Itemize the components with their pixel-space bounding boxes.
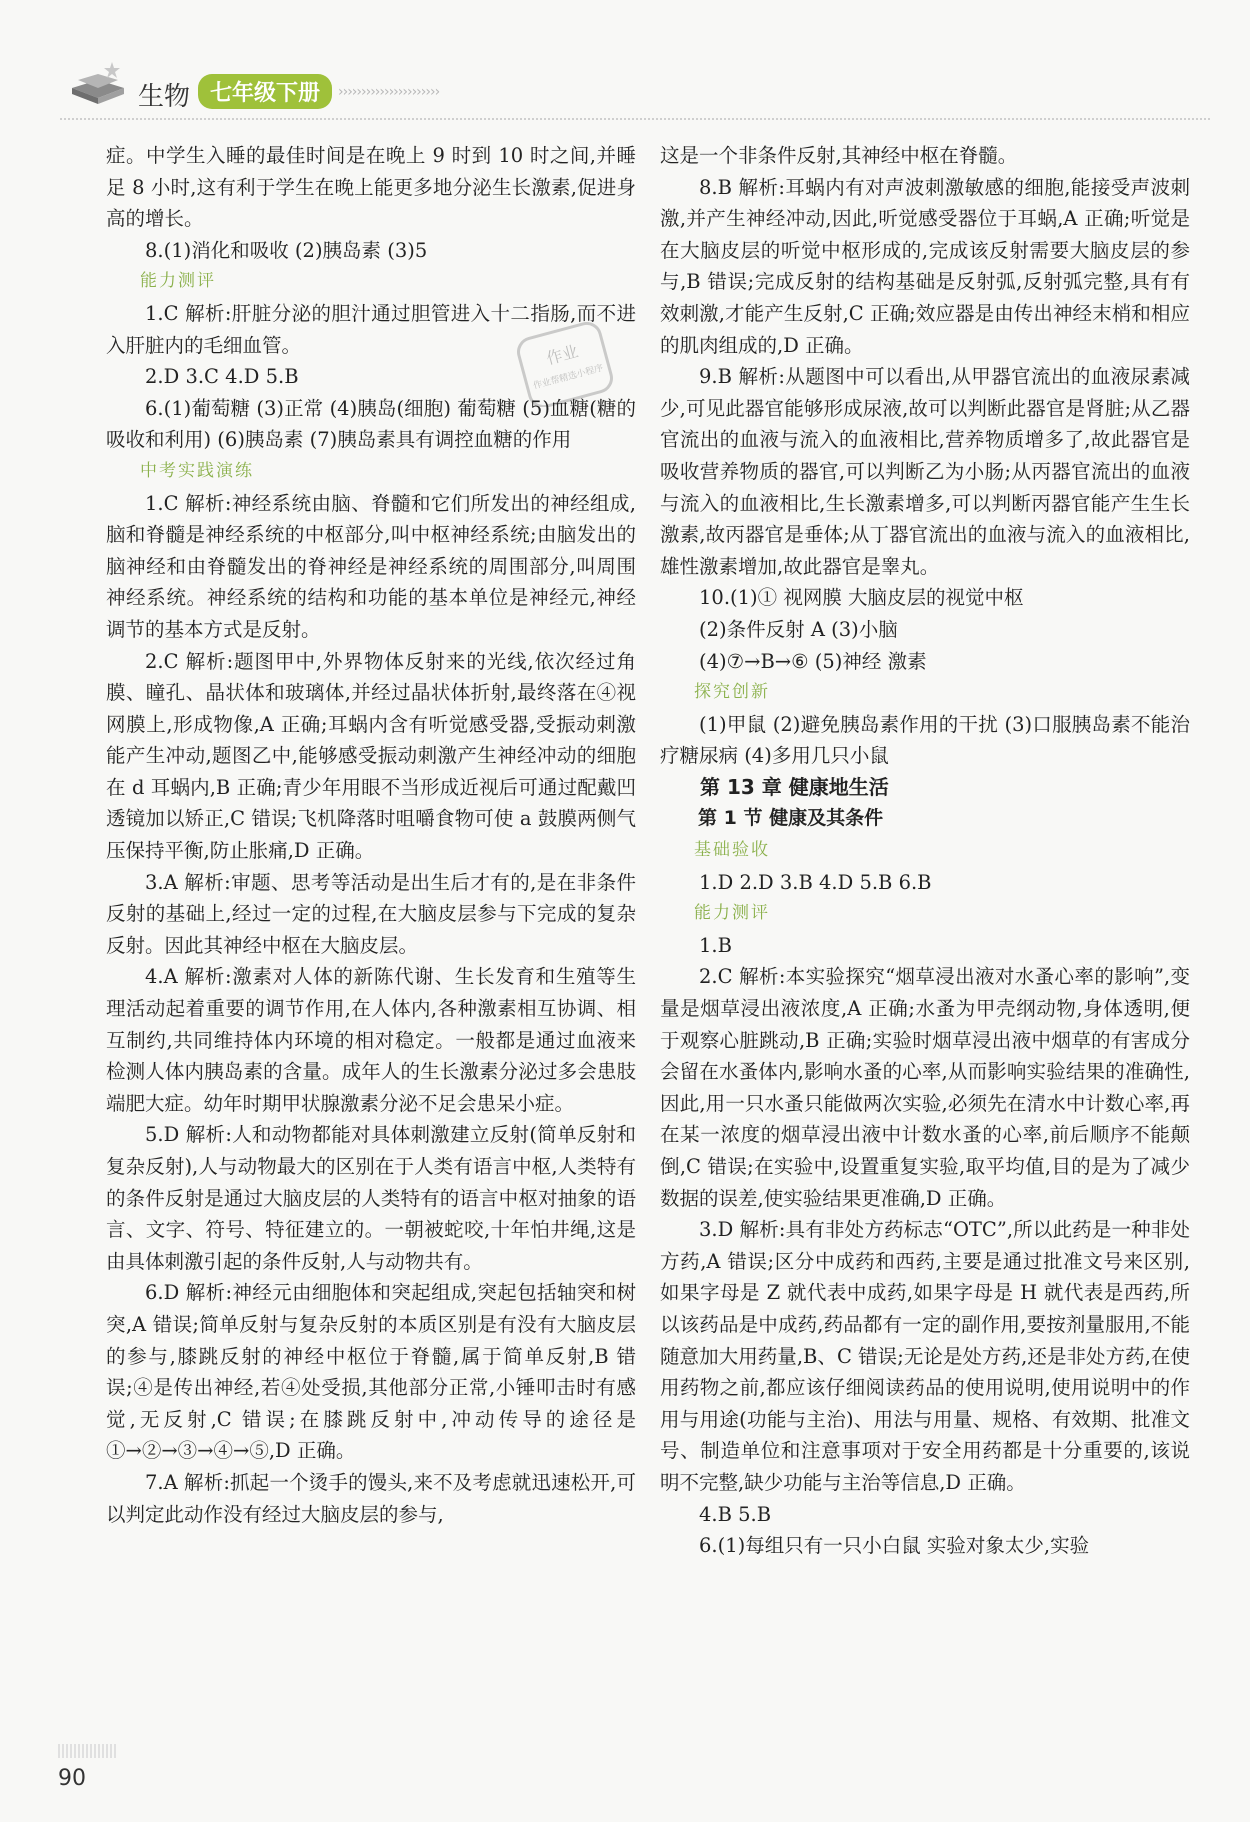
- section-label: 能力测评: [694, 903, 770, 924]
- grade-badge: 七年级下册: [198, 74, 332, 109]
- answer-item: 8.(1)消化和吸收 (2)胰岛素 (3)5: [145, 238, 428, 262]
- stamp-line-1: 作业: [544, 341, 581, 369]
- answer-item: 10.(1)① 视网膜 大脑皮层的视觉中枢: [699, 586, 1024, 610]
- section-label: 基础验收: [694, 840, 770, 861]
- section-label: 能力测评: [140, 271, 216, 292]
- answer-item: (4)⑦→B→⑥ (5)神经 激素: [699, 649, 927, 673]
- book-stack-icon: [68, 58, 128, 108]
- header-divider: [60, 118, 1210, 120]
- answer-item: 3.D 解析:具有非处方药标志“OTC”,所以此药是一种非处方药,A 错误;区分中成药和西药,主要是通过批准文号来区别,如果字母是 Z 就代表中成药,如果字母是 H 就代表是西药,所以该药品是中成药,药品都有一定的副作用,要按剂量服用,不能随意加大用药量,B、C 错误;无论是处方药,还是非处方药,在使用药物之前,都应该仔细阅读药品的使用说明,使用说明中的作用与用途(功能与主治)、用法与用量、规格、有效期、批准文号、制造单位和注意事项对于安全用药都是十分重要的,该说明不完整,缺少功能与主治等信息,D 正确。: [660, 1218, 1190, 1494]
- answer-item: 3.A 解析:审题、思考等活动是出生后才有的,是在非条件反射的基础上,经过一定的过程,在大脑皮层参与下完成的复杂反射。因此其神经中枢在大脑皮层。: [106, 870, 636, 957]
- answer-item: (2)条件反射 A (3)小脑: [699, 617, 898, 641]
- subsection-title: 第 1 节 健康及其条件: [698, 807, 884, 830]
- paragraph: 症。中学生入睡的最佳时间是在晚上 9 时到 10 时之间,并睡足 8 小时,这有利于学生在晚上能更多地分泌生长激素,促进身高的增长。: [106, 144, 636, 231]
- answer-item: 6.(1)葡萄糖 (3)正常 (4)胰岛(细胞) 葡萄糖 (5)血糖(糖的吸收和利用) (6)胰岛素 (7)胰岛素具有调控血糖的作用: [106, 396, 636, 452]
- answer-item: 2.C 解析:题图甲中,外界物体反射来的光线,依次经过角膜、瞳孔、晶状体和玻璃体,并经过晶状体折射,最终落在④视网膜上,形成物像,A 正确;耳蜗内含有听觉感受器,受振动刺激能产生冲动,题图乙中,能够感受振动刺激产生神经冲动的细胞在 d 耳蜗内,B 正确;青少年用眼不当形成近视后可通过配戴凹透镜加以矫正,C 错误;飞机降落时咀嚼食物可使 a 鼓膜两侧气压保持平衡,防止胀痛,D 正确。: [106, 649, 636, 863]
- answer-item: 7.A 解析:抓起一个烫手的馒头,来不及考虑就迅速松开,可以判定此动作没有经过大脑皮层的参与,: [106, 1470, 636, 1526]
- answer-item: 2.D 3.C 4.D 5.B: [145, 365, 299, 389]
- answer-item: 6.D 解析:神经元由细胞体和突起组成,突起包括轴突和树突,A 错误;简单反射与复杂反射的本质区别是有没有大脑皮层的参与,膝跳反射的神经中枢位于脊髓,属于简单反射,B 错误;④是传出神经,若④处受损,其他部分正常,小锤叩击时有感觉,无反射,C 错误;在膝跳反射中,冲动传导的途径是①→②→③→④→⑤,D 正确。: [106, 1281, 636, 1463]
- page-number: 90: [58, 1766, 86, 1791]
- answer-item: 1.B: [699, 933, 732, 957]
- right-column: [660, 140, 1190, 1562]
- chapter-title: 第 13 章 健康地生活: [700, 774, 889, 799]
- answer-item: 1.D 2.D 3.B 4.D 5.B 6.B: [699, 870, 932, 894]
- answer-item: 4.B 5.B: [699, 1502, 772, 1526]
- paragraph: 这是一个非条件反射,其神经中枢在脊髓。: [660, 144, 1018, 167]
- answer-item: 1.C 解析:肝脏分泌的胆汁通过胆管进入十二指肠,而不进入肝脏内的毛细血管。: [106, 301, 636, 357]
- answer-item: 6.(1)每组只有一只小白鼠 实验对象太少,实验: [699, 1534, 1090, 1558]
- header-chevrons: ››››››››››››››››››››››: [338, 84, 440, 100]
- left-column: [106, 140, 636, 1530]
- stamp-line-2: 作业帮精选小程序: [532, 363, 605, 392]
- page-header: [0, 0, 1250, 120]
- page-number-bar: [58, 1744, 118, 1758]
- answer-item: 2.C 解析:本实验探究“烟草浸出液对水蚤心率的影响”,变量是烟草浸出液浓度,A 正确;水蚤为甲壳纲动物,身体透明,便于观察心脏跳动,B 正确;实验时烟草浸出液中烟草的有害成分会留在水蚤体内,影响水蚤的心率,从而影响实验结果的准确性,因此,用一只水蚤只能做两次实验,必须先在清水中计数心率,再在某一浓度的烟草浸出液中计数水蚤的心率,前后顺序不能颠倒,C 错误;在实验中,设置重复实验,取平均值,目的是为了减少数据的误差,使实验结果更准确,D 正确。: [660, 965, 1190, 1210]
- answer-item: 9.B 解析:从题图中可以看出,从甲器官流出的血液尿素减少,可见此器官能够形成尿液,故可以判断此器官是肾脏;从乙器官流出的血液与流入的血液相比,营养物质增多了,故此器官是吸收营养物质的器官,可以判断乙为小肠;从丙器官流出的血液与流入的血液相比,生长激素增多,可以判断丙器官能产生生长激素,故丙器官是垂体;从丁器官流出的血液与流入的血液相比,雄性激素增加,故此器官是睾丸。: [660, 365, 1190, 578]
- subject-title: 生物: [138, 82, 191, 112]
- answer-item: 5.D 解析:人和动物都能对具体刺激建立反射(简单反射和复杂反射),人与动物最大的区别在于人类有语言中枢,人类特有的条件反射是通过大脑皮层的人类特有的语言中枢对抽象的语言、文字、符号、特征建立的。一朝被蛇咬,十年怕井绳,这是由具体刺激引起的条件反射,人与动物共有。: [106, 1123, 636, 1273]
- section-label: 中考实践演练: [140, 460, 254, 481]
- answer-item: 8.B 解析:耳蜗内有对声波刺激敏感的细胞,能接受声波刺激,并产生神经冲动,因此,听觉感受器位于耳蜗,A 正确;听觉是在大脑皮层的听觉中枢形成的,完成该反射需要大脑皮层的参与,B 错误;完成反射的结构基础是反射弧,反射弧完整,具有有效刺激,才能产生反射,C 正确;效应器是由传出神经末梢和相应的肌肉组成的,D 正确。: [660, 175, 1190, 357]
- answer-item: (1)甲鼠 (2)避免胰岛素作用的干扰 (3)口服胰岛素不能治疗糖尿病 (4)多用几只小鼠: [660, 712, 1190, 768]
- answer-item: 4.A 解析:激素对人体的新陈代谢、生长发育和生殖等生理活动起着重要的调节作用,在人体内,各种激素相互协调、相互制约,共同维持体内环境的相对稳定。一般都是通过血液来检测人体内胰岛素的含量。成年人的生长激素分泌过多会患肢端肥大症。幼年时期甲状腺激素分泌不足会患呆小症。: [106, 965, 636, 1115]
- answer-item: 1.C 解析:神经系统由脑、脊髓和它们所发出的神经组成,脑和脊髓是神经系统的中枢部分,叫中枢神经系统;由脑发出的脑神经和由脊髓发出的脊神经是神经系统的周围部分,叫周围神经系统。神经系统的结构和功能的基本单位是神经元,神经调节的基本方式是反射。: [106, 491, 636, 641]
- section-label: 探究创新: [694, 682, 770, 703]
